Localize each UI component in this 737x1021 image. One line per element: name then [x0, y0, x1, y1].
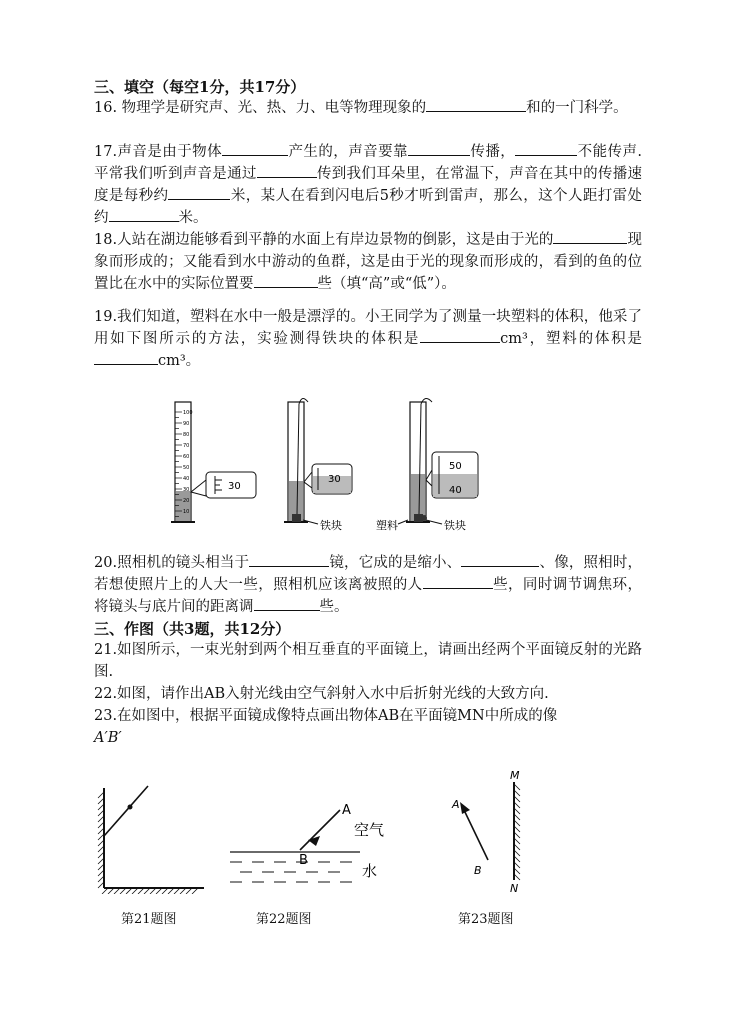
- question-18: [94, 229, 642, 295]
- q20-text-b: 镜，它成的是缩小、: [329, 555, 462, 571]
- fig23-label-m: M: [510, 769, 520, 782]
- cyl1-reading: 30: [228, 481, 241, 492]
- q20-text-e: 些。: [319, 599, 349, 615]
- q20-blank-3[interactable]: [423, 574, 493, 589]
- caption-23: 第23题图: [458, 912, 514, 927]
- q17-blank-4[interactable]: [257, 163, 317, 178]
- cyl1-scale-label: 90: [183, 421, 190, 427]
- q17-blank-1[interactable]: [222, 141, 288, 156]
- q23-image-label: A′B′: [94, 730, 122, 746]
- q17-blank-6[interactable]: [109, 207, 179, 222]
- q19-blank-1[interactable]: [420, 328, 500, 343]
- fig22-water-label: 水: [362, 862, 378, 880]
- cyl3-reading-top: 50: [449, 461, 462, 472]
- q19-text-b: cm³，塑料的体积是: [500, 331, 642, 347]
- cyl1-scale-label: 100: [183, 410, 193, 416]
- section-fill-title: 三、填空（每空1分，共17分）: [94, 78, 306, 96]
- cyl1-scale-label: 30: [183, 487, 190, 493]
- q17-text-c: 传播，: [469, 144, 516, 160]
- q16-blank-1[interactable]: [426, 97, 526, 112]
- q19-blank-2[interactable]: [94, 350, 158, 365]
- fig23-label-b: B: [474, 864, 482, 877]
- q20-text-c: 、像，照相时，若想使照片上的人大一些，照相机应该离被照的人: [94, 555, 643, 593]
- q17-text-b: 产生的，声音要靠: [288, 144, 408, 160]
- q17-text-f: 米，某人在看到闪电后5秒才听到雷声，那么，这个人距打雷处约: [94, 188, 642, 226]
- cyl3-iron-label: 铁块: [444, 519, 466, 532]
- q20-blank-4[interactable]: [254, 596, 320, 611]
- q17-blank-3[interactable]: [515, 141, 577, 156]
- fig22-air-label: 空气: [354, 821, 385, 839]
- q23-text-a: 23.在如图中，根据平面镜成像特点画出物体AB在平面镜MN中所成的像: [94, 708, 558, 724]
- q17-text-g: 米。: [178, 210, 208, 226]
- cyl2-reading: 30: [328, 474, 341, 485]
- cylinder-3: [376, 398, 478, 532]
- q17-text-e: 传到我们耳朵里，在常温下，声音在其中的传播速度是每秒约: [94, 166, 643, 204]
- q17-blank-5[interactable]: [168, 185, 230, 200]
- q17-text-d: 不能传声. 平常我们听到声音是通过: [94, 144, 643, 182]
- q20-text-a: 20.照相机的镜头相当于: [94, 555, 250, 571]
- q18-text-c: 些（填“高”或“低”）。: [317, 276, 456, 292]
- question-16: [94, 97, 642, 119]
- cyl1-scale-label: 50: [183, 465, 190, 471]
- caption-22: 第22题图: [256, 912, 312, 927]
- question-20: [94, 552, 642, 618]
- cyl1-scale-label: 80: [183, 432, 190, 438]
- question-22: 22.如图，请作出AB入射光线由空气斜射入水中后折射光线的大致方向.: [94, 686, 549, 702]
- section-draw-title: 三、作图（共3题，共12分）: [94, 620, 291, 638]
- q20-text-d: 些，同时调节调焦环，将镜头与底片间的距离调: [94, 577, 642, 615]
- cyl1-scale-label: 70: [183, 443, 190, 449]
- cylinder-1: [171, 402, 256, 522]
- figure-23: [444, 768, 530, 894]
- fig22-label-a: A: [342, 803, 351, 818]
- cylinder-2: [284, 398, 352, 532]
- fig23-label-a: A: [452, 798, 460, 811]
- cylinders-figure: [160, 396, 500, 540]
- q18-text-b: 现象而形成的；又能看到水中游动的鱼群，这是由于光的现象而形成的，看到的鱼的位置比在水中的实际位置要: [94, 232, 642, 292]
- q20-blank-1[interactable]: [249, 552, 329, 567]
- q18-blank-2[interactable]: [254, 273, 318, 288]
- cyl2-iron-label: 铁块: [320, 519, 342, 532]
- q16-text-b: 和的一门科学。: [526, 100, 628, 116]
- figure-21: [94, 778, 206, 894]
- q17-text-a: 17.声音是由于物体: [94, 144, 223, 160]
- question-17: [94, 141, 642, 229]
- cyl1-scale-label: 10: [183, 509, 190, 515]
- cyl1-scale-label: 20: [183, 498, 190, 504]
- figure-22: [230, 800, 390, 894]
- cyl1-scale-label: 40: [183, 476, 190, 482]
- question-21: 21.如图所示，一束光射到两个相互垂直的平面镜上，请画出经两个平面镜反射的光路图.: [94, 642, 642, 680]
- fig22-label-b: B: [299, 853, 308, 868]
- question-23: [94, 705, 642, 749]
- fig23-label-n: N: [510, 882, 519, 894]
- q18-text-a: 18.人站在湖边能够看到平静的水面上有岸边景物的倒影，这是由于光的: [94, 232, 554, 248]
- question-19: [94, 306, 642, 372]
- cyl3-plastic-label: 塑料: [376, 519, 398, 532]
- q19-text-a: 19.我们知道，塑料在水中一般是漂浮的。小王同学为了测量一块塑料的体积，他采了用如下图所示的方法，实验测得铁块的体积是: [94, 309, 642, 347]
- q17-blank-2[interactable]: [408, 141, 470, 156]
- cyl3-reading-bottom: 40: [449, 485, 462, 496]
- cyl1-scale-label: 60: [183, 454, 190, 460]
- caption-21: 第21题图: [121, 912, 177, 927]
- q18-blank-1[interactable]: [553, 229, 627, 244]
- q20-blank-2[interactable]: [461, 552, 539, 567]
- q16-text-a: 16. 物理学是研究声、光、热、力、电等物理现象的: [94, 100, 427, 116]
- q19-text-c: cm³。: [158, 353, 201, 369]
